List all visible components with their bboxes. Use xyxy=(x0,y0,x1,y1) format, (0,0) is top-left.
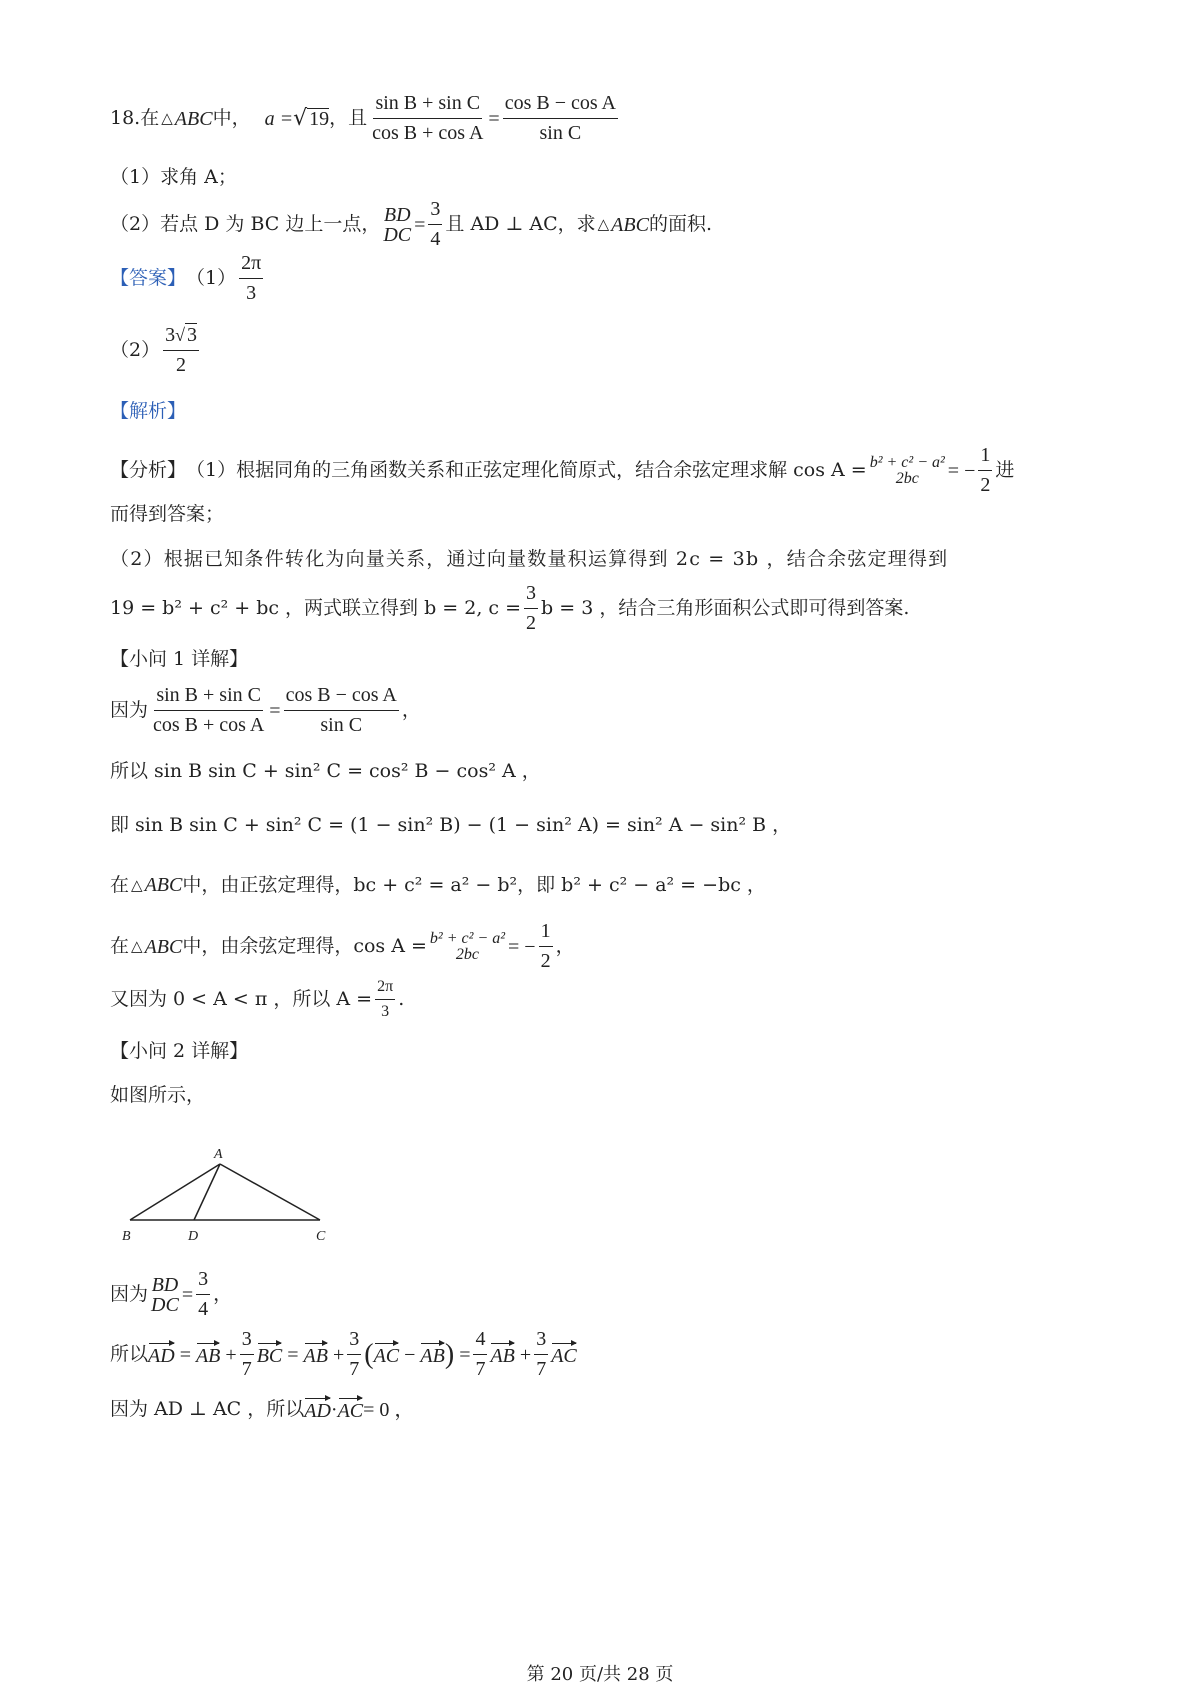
analysis-line-3: 19 = b² + c² + bc ，两式联立得到 b = 2, c = $\frac{3}{2}$ b = 3 ，结合三角形面积公式即可得到答案. xyxy=(110,582,910,634)
vertex-label-b: B xyxy=(122,1229,131,1244)
answer-label: 【答案】 xyxy=(110,267,187,289)
analysis-line-1-cont: 而得到答案； xyxy=(110,503,225,525)
vertex-label-a: A xyxy=(214,1147,223,1162)
part2-line-1: 因为 BD DC = $\frac{3}{4}$ ， xyxy=(110,1268,233,1320)
answer-part-1: 【答案】 （1） $\frac{2\pi}{3}$ xyxy=(110,252,262,304)
problem-number: 18. xyxy=(110,107,141,129)
given-rhs-fraction: $\frac{\text{cos B − cos A}}{\text{sin C}}$ xyxy=(504,92,616,144)
vertex-label-d: D xyxy=(188,1229,199,1244)
question-2: （2）若点 D 为 BC 边上一点， BD DC = $\frac{3}{4}$ 且 AD ⊥ AC，求 △ ABC 的面积. xyxy=(110,198,712,250)
analysis-line-2: （2）根据已知条件转化为向量关系，通过向量数量积运算得到 2c = 3b ，结合余弦定理得到 xyxy=(110,548,949,570)
problem-line: 18. 在 △ ABC 中， a = √ 19 ，且 $\frac{\text{sin B + sin C}}{\text{cos B + cos A}}$ = $\frac{\text{cos B − cos A}}{\text{sin C}}$ xyxy=(110,92,616,144)
page-footer: 第 20 页/共 28 页 xyxy=(526,1664,674,1685)
part1-line-6: 又因为 0 < A < π ，所以 A = $\frac{2\pi}{3}$ . xyxy=(110,978,405,1021)
part2-figure-intro: 如图所示， xyxy=(110,1084,206,1106)
part2-line-2: 所以 AD = AB + $\frac{3}{7}$ BC = AB + $\frac{3}{7}$ ( AC − AB ) = $\frac{4}{7}$ AB + $\frac{3}{7}$ AC xyxy=(110,1328,577,1380)
part1-line-4: 在 △ ABC 中，由正弦定理得，bc + c² = a² − b²，即 b² + c² − a² = −bc ， xyxy=(110,873,766,896)
question-1: （1）求角 A； xyxy=(110,166,237,188)
part1-line-3: 即 sin B sin C + sin² C = (1 − sin² B) − (1 − sin² A) = sin² A − sin² B ， xyxy=(110,814,792,836)
analysis-label: 【解析】 xyxy=(110,400,187,422)
triangle-figure xyxy=(110,1140,350,1250)
part1-line-2: 所以 sin B sin C + sin² C = cos² B − cos² A ， xyxy=(110,760,541,782)
part2-line-3: 因为 AD ⊥ AC ，所以 AD · AC = 0 ， xyxy=(110,1398,415,1422)
part1-line-1: 因为 $\frac{\text{sin B + sin C}}{\text{cos B + cos A}}$ = $\frac{\text{cos B − cos A}}{\text{sin C}}$ ， xyxy=(110,684,421,736)
answer-part-2: （2） $\frac{3√ 3}{2}$ xyxy=(110,324,197,376)
part1-line-5: 在 △ ABC 中，由余弦定理得，cos A = b² + c² − a² 2bc = − $\frac{1}{2}$ ， xyxy=(110,920,575,972)
analysis-line-1: 【分析】 （1）根据同角的三角函数关系和正弦定理化简原式，结合余弦定理求解 cos A = b² + c² − a² 2bc = − $\frac{1}{2}$ 进 xyxy=(110,444,1015,496)
given-lhs-fraction: $\frac{\text{sin B + sin C}}{\text{cos B + cos A}}$ xyxy=(372,92,484,144)
triangle-symbol: △ xyxy=(161,109,173,127)
part2-heading: 【小问 2 详解】 xyxy=(110,1040,249,1062)
vertex-label-c: C xyxy=(316,1229,326,1244)
part1-heading: 【小问 1 详解】 xyxy=(110,648,249,670)
